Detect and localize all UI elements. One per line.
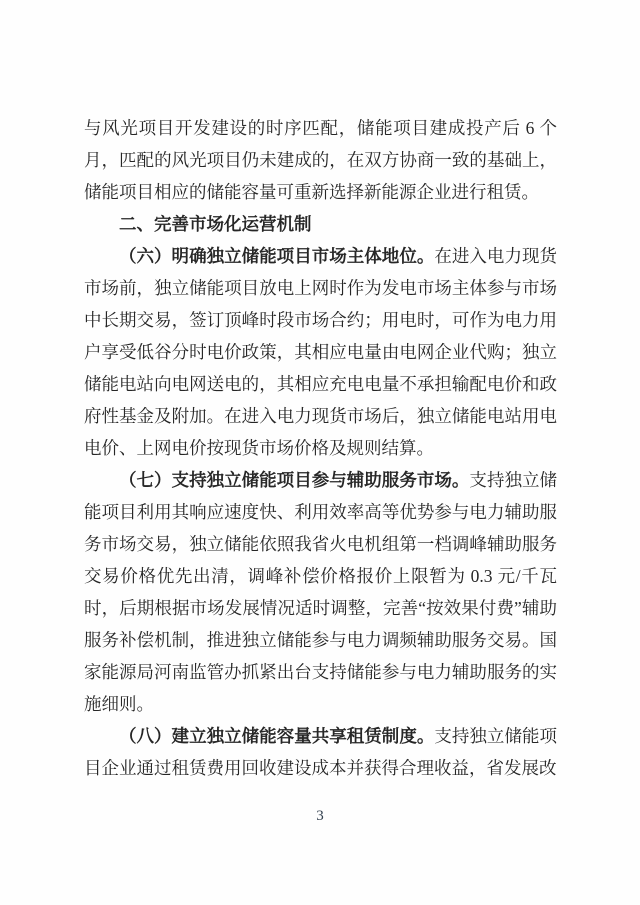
paragraph-item-6: [84, 240, 557, 464]
paragraph-text: 与风光项目开发建设的时序匹配，储能项目建成投产后 6 个月，匹配的风光项目仍未建成的，在双方协商一致的基础上，储能项目相应的储能容量可重新选择新能源企业进行租赁。: [84, 118, 557, 202]
paragraph-item-7: [84, 464, 557, 720]
paragraph-lead: （七）支持独立储能项目参与辅助服务市场。: [119, 470, 470, 490]
document-body: [84, 112, 557, 784]
paragraph-lead: （六）明确独立储能项目市场主体地位。: [119, 246, 435, 266]
paragraph-lead: （八）建立独立储能容量共享租赁制度。: [119, 726, 435, 746]
paragraph-text: 在进入电力现货市场前，独立储能项目放电上网时作为发电市场主体参与市场中长期交易，签订顶峰时段市场合约；用电时，可作为电力用户享受低谷分时电价政策，其相应电量由电网企业代购；独立储能电站向电网送电的，其相应充电电量不承担输配电价和政府性基金及附加。在进入电力现货市场后，独立储能电站用电电价、上网电价按现货市场价格及规则结算。: [84, 246, 557, 458]
section-heading: [84, 208, 557, 240]
page-number: 3: [316, 808, 324, 824]
section-heading-text: 二、完善市场化运营机制: [119, 214, 312, 234]
paragraph-text: 支持独立储能项目利用其响应速度快、利用效率高等优势参与电力辅助服务市场交易，独立储能依照我省火电机组第一档调峰辅助服务交易价格优先出清，调峰补偿价格报价上限暂为 0.3 元/千瓦时，后期根据市场发展情况适时调整，完善“按效果付费”辅助服务补偿机制，推进独立储能参与电力调频辅助服务交易。国家能源局河南监管办抓紧出台支持储能参与电力辅助服务的实施细则。: [84, 470, 558, 714]
paragraph-continuation: [84, 112, 557, 208]
paragraph-item-8: [84, 720, 557, 784]
page-footer: [0, 808, 640, 825]
paragraph-text: 支持独立储能项目企业通过租赁费用回收建设成本并获得合理收益，省发展改: [84, 726, 557, 778]
